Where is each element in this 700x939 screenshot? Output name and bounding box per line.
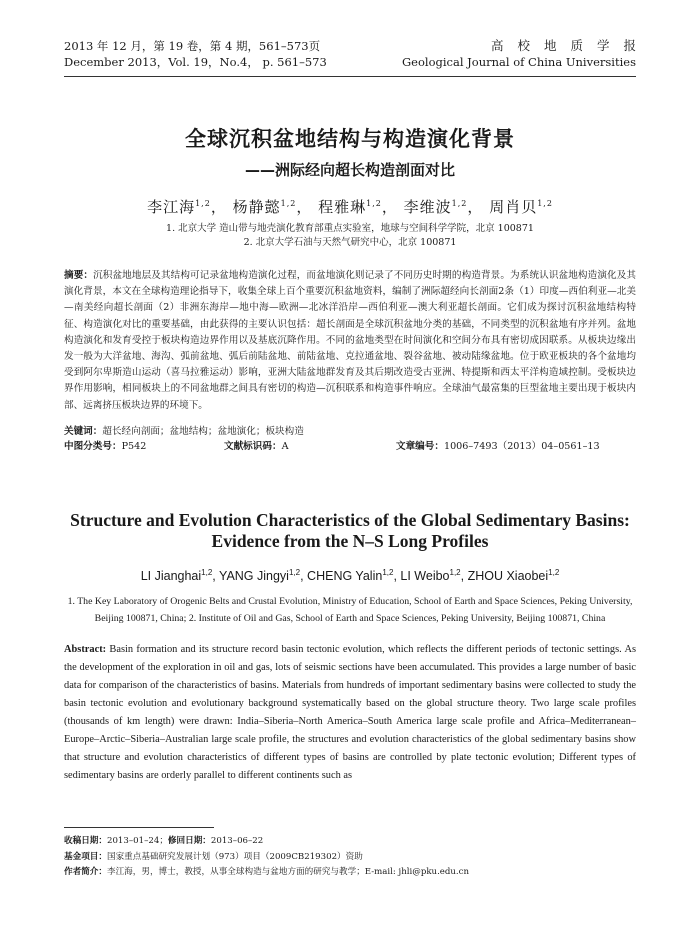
affiliations-en: 1. The Key Laboratory of Orogenic Belts and Crustal Evolution, Ministry of Education, School of Earth and Space Sciences, Peking University, Beijing 100871, China; 2. Institute of Oil and Gas, School of Earth and Space Sciences, Peking University, Beijing 100871, China — [67, 595, 633, 624]
journal-name-cn: 高校地质学报 — [490, 38, 650, 53]
header-rule — [64, 76, 636, 77]
author-cn: 程雅琳$^{1,2}$ — [318, 198, 382, 216]
abstract-en-text: Basin formation and its structure record basin tectonic evolution, which reflects the different periods of tectonic settings. As the development of the exploration in oil and gas, lots of seismic sections have been accumulated. This provides a large number of basic data for comparison of the characteristics of basins. Materials from hundreds of important sedimentary basins were collected to study the basin tectonic evolution and evolutionary background systematically based on the global structure theory. Two large scale profiles (thousands of km length) were drawn: India–Siberia–North America–South America large scale profile and Africa–Mediterranean–Europe–Arctic–Siberia–Australian large scale profile, the structures and evolution characteristics of the global sedimentary basins show that structure and evolution characteristics of different types of basins are controlled by plate tectonic evolution; Different types of sedimentary basins are orderly parallel to different continents such as — [64, 643, 636, 781]
subtitle-cn: ——洲际经向超长构造剖面对比 — [244, 161, 455, 179]
keywords-cn — [64, 424, 636, 439]
author-cn: 杨静懿$^{1,2}$ — [232, 198, 297, 216]
authors-cn: 李江海$^{1,2}$， 杨静懿$^{1,2}$， 程雅琳$^{1,2}$， 李维波$^{1,2}$， 周肖贝$^{1,2}$ — [147, 198, 553, 216]
affiliation-cn-2: 2. 北京大学石油与天然气研究中心，北京 100871 — [243, 237, 457, 248]
abstract-cn-text: 沉积盆地地层及其结构可记录盆地构造演化过程，而盆地演化则记录了不同历史时期的构造背景。为系统认识盆地构造演化及其演化背景，本文在全球构造理论指导下，收集全球上百个重要沉积盆地资料，编制了洲际超经向长剖面2条（1）印度—西伯利亚—北美—南美经向超长剖面（2）非洲东海岸—地中海—欧洲—北冰洋沿岸—西伯利亚—澳大利亚超长剖面。它们成为探讨沉积盆地结构特征、构造演化对比的重要基础，由此获得的主要认识包括：超长剖面是全球沉积盆地分类的基础，不同类型的沉积盆地有序并列。盆地构造演化和发育受控于板块构造边界作用以及基底沉降作用。不同的盆地类型在时间演化和空间分布具有密切成因联系。从板块边缘出发一般为大洋盆地、海沟、弧前盆地、弧后前陆盆地、前陆盆地、克拉通盆地、裂谷盆地、被动陆缘盆地。位于欧亚板块的各个盆地均受到阿尔卑斯造山运动（喜马拉雅运动）影响，亚洲大陆盆地群发育及其后期改造受古亚洲、特提斯和西太平洋构造域控制。受板块边界作用影响，相同板块上的不同盆地群之间具有密切的构造—沉积联系和构造事件响应。全球油气最富集的巨型盆地主要出现于板块内部、远离挤压板块边界的环境下。 — [64, 270, 637, 411]
document-code: 文献标识码：A — [224, 440, 289, 452]
journal-info — [401, 38, 650, 70]
keywords-cn-text: 超长经向剖面；盆地结构；盆地演化；板块构造 — [102, 425, 304, 437]
abstract-en — [64, 641, 636, 785]
affiliation-cn-1: 1. 北京大学 造山带与地壳演化教育部重点实验室，地球与空间科学学院，北京 100871 — [166, 223, 534, 234]
author-en: CHENG Yalin$^{1,2}$ — [307, 567, 394, 583]
author-cn: 周肖贝$^{1,2}$ — [489, 198, 553, 216]
issue-info — [64, 38, 327, 70]
keywords-cn-label: 关键词： — [64, 425, 103, 437]
author-en: LI Jianghai$^{1,2}$ — [140, 567, 213, 583]
title-cn: 全球沉积盆地结构与构造演化背景 — [185, 127, 515, 151]
authors-en: LI Jianghai$^{1,2}$, YANG Jingyi$^{1,2}$, CHENG Yalin$^{1,2}$, LI Weibo$^{1,2}$, ZHOU Xiaobei$^{1,2}$ — [140, 567, 560, 583]
author-en: YANG Jingyi$^{1,2}$ — [219, 567, 301, 583]
footnotes — [64, 834, 636, 881]
abstract-cn-label: 摘要： — [64, 270, 94, 281]
author-cn: 李江海$^{1,2}$ — [147, 198, 211, 216]
page-header — [64, 38, 650, 70]
issue-cn: 2013 年 12 月，第 19 卷，第 4 期，561–573页 — [64, 39, 321, 53]
author-cn: 李维波$^{1,2}$ — [403, 198, 468, 216]
abstract-cn — [64, 268, 636, 414]
abstract-en-label: Abstract: — [64, 643, 107, 655]
footnote-author-bio: 作者简介：李江海，男，博士，教授，从事全球构造与盆地方面的研究与教学；E-mail: jhli@pku.edu.cn — [64, 867, 469, 877]
author-en: ZHOU Xiaobei$^{1,2}$ — [467, 567, 560, 583]
footnote-funding: 基金项目：国家重点基础研究发展计划（973）项目（2009CB219302）资助 — [64, 851, 363, 862]
classification-row — [64, 439, 636, 454]
footnote-rule — [64, 827, 214, 828]
issue-en: December 2013，Vol. 19，No.4， p. 561–573 — [64, 55, 327, 69]
journal-name-en: Geological Journal of China Universities — [401, 55, 636, 69]
title-en: Structure and Evolution Characteristics of the Global Sedimentary Basins: Evidence from the N–S Long Profiles — [70, 509, 630, 551]
affiliations-cn — [64, 222, 636, 250]
footnote-dates: 收稿日期：2013–01–24；修回日期：2013–06–22 — [64, 836, 264, 846]
author-en: LI Weibo$^{1,2}$ — [400, 567, 461, 583]
article-number: 文章编号：1006–7493（2013）04–0561–13 — [396, 440, 600, 452]
clc-number: 中图分类号：P542 — [64, 440, 147, 452]
